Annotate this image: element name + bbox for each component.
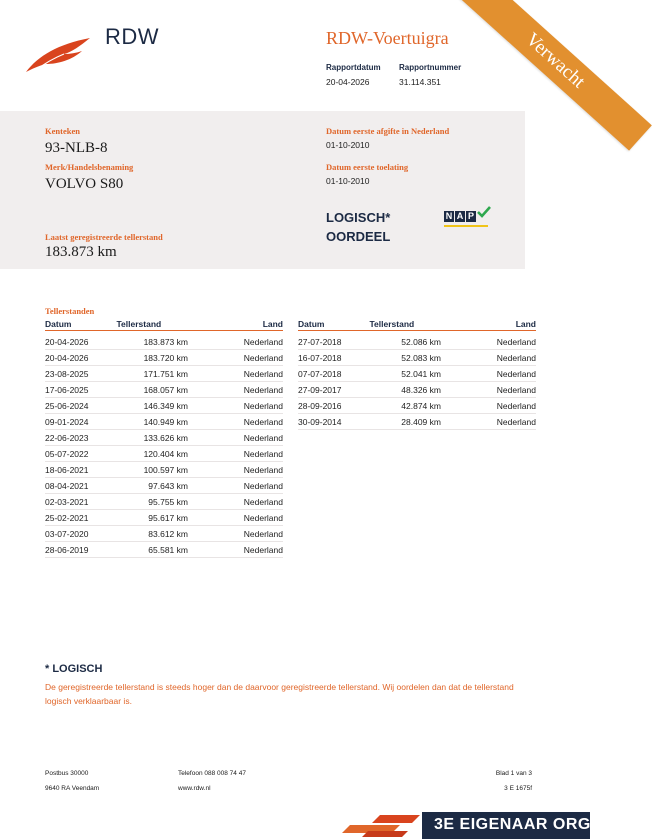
cell-country: Nederland: [188, 430, 283, 446]
footer-code: 3 E 1675f: [504, 785, 532, 792]
check-icon: [477, 206, 491, 218]
cell-country: Nederland: [188, 382, 283, 398]
table-row: [45, 478, 283, 494]
cell-km: 168.057 km: [116, 382, 188, 398]
nap-letter: P: [467, 211, 474, 221]
plate-value: 93-NLB-8: [45, 140, 108, 156]
report-number-label: Rapportnummer: [399, 63, 462, 72]
cell-date: 25-06-2024: [45, 398, 116, 414]
nap-underline: [444, 225, 488, 227]
cell-km: 120.404 km: [116, 446, 188, 462]
cell-date: 28-06-2019: [45, 542, 116, 558]
table-row: [45, 446, 283, 462]
report-date-label: Rapportdatum: [326, 63, 381, 72]
footer-address-2: 9640 RA Veendam: [45, 785, 100, 792]
watermark-banner: [422, 812, 624, 839]
verdict-line-1: LOGISCH*: [326, 210, 391, 225]
mileage-label: Laatst geregistreerde tellerstand: [45, 232, 163, 242]
footer-web: www.rdw.nl: [178, 785, 211, 792]
cell-country: Nederland: [188, 446, 283, 462]
nap-logo: [444, 206, 496, 224]
col-header-km: Tellerstand: [116, 318, 188, 331]
table-row: [45, 510, 283, 526]
first-issue-nl-value: 01-10-2010: [326, 140, 370, 150]
cell-km: 183.873 km: [116, 331, 188, 350]
cell-km: 65.581 km: [116, 542, 188, 558]
cell-country: Nederland: [188, 542, 283, 558]
cell-country: Nederland: [188, 398, 283, 414]
cell-date: 02-03-2021: [45, 494, 116, 510]
cell-km: 97.643 km: [116, 478, 188, 494]
col-header-country: Land: [188, 318, 283, 331]
cell-country: Nederland: [188, 478, 283, 494]
watermark-text: 3E EIGENAAR ORG. NL: [434, 816, 624, 833]
table-row: [45, 494, 283, 510]
cell-country: Nederland: [441, 331, 536, 350]
cell-km: 183.720 km: [116, 350, 188, 366]
cell-date: 25-02-2021: [45, 510, 116, 526]
cell-km: 133.626 km: [116, 430, 188, 446]
cell-km: 52.041 km: [369, 366, 441, 382]
status-ribbon-label: Verwacht: [458, 0, 652, 151]
cell-date: 20-04-2026: [45, 350, 116, 366]
cell-km: 83.612 km: [116, 526, 188, 542]
table-row: [298, 366, 536, 382]
cell-date: 27-07-2018: [298, 331, 369, 350]
cell-date: 27-09-2017: [298, 382, 369, 398]
report-number: 31.114.351: [399, 77, 441, 87]
cell-country: Nederland: [441, 414, 536, 430]
footer-address-1: Postbus 30000: [45, 770, 89, 777]
table-row: [45, 331, 283, 350]
cell-km: 171.751 km: [116, 366, 188, 382]
cell-km: 100.597 km: [116, 462, 188, 478]
cell-country: Nederland: [441, 398, 536, 414]
cell-date: 03-07-2020: [45, 526, 116, 542]
cell-country: Nederland: [188, 510, 283, 526]
col-header-country: Land: [441, 318, 536, 331]
table-row: [298, 331, 536, 350]
table-row: [45, 382, 283, 398]
cell-date: 28-09-2016: [298, 398, 369, 414]
table-row: [45, 398, 283, 414]
cell-country: Nederland: [188, 350, 283, 366]
cell-km: 52.086 km: [369, 331, 441, 350]
table-row: [45, 430, 283, 446]
table-row: [45, 542, 283, 558]
brand-name: RDW: [105, 24, 160, 49]
cell-date: 16-07-2018: [298, 350, 369, 366]
col-header-date: Datum: [45, 318, 116, 331]
table-row: [298, 398, 536, 414]
cell-date: 18-06-2021: [45, 462, 116, 478]
nap-letter: N: [445, 211, 453, 221]
cell-km: 42.874 km: [369, 398, 441, 414]
table-row: [45, 366, 283, 382]
cell-km: 28.409 km: [369, 414, 441, 430]
table-row: [298, 350, 536, 366]
cell-country: Nederland: [441, 350, 536, 366]
make-label: Merk/Handelsbenaming: [45, 162, 134, 172]
document-title: RDW-Voertuigra: [326, 28, 449, 48]
cell-date: 17-06-2025: [45, 382, 116, 398]
watermark-logo-icon: [342, 813, 422, 837]
footer-phone: Telefoon 088 008 74 47: [178, 770, 246, 777]
rdw-logo-icon: [24, 34, 94, 74]
col-header-km: Tellerstand: [369, 318, 441, 331]
table-row: [298, 382, 536, 398]
cell-km: 146.349 km: [116, 398, 188, 414]
odometer-table-right: [298, 318, 536, 430]
cell-country: Nederland: [188, 366, 283, 382]
cell-date: 08-04-2021: [45, 478, 116, 494]
odometer-table-left: [45, 318, 283, 558]
cell-date: 22-06-2023: [45, 430, 116, 446]
cell-date: 05-07-2022: [45, 446, 116, 462]
first-issue-nl-label: Datum eerste afgifte in Nederland: [326, 126, 450, 136]
table-row: [298, 414, 536, 430]
cell-date: 07-07-2018: [298, 366, 369, 382]
table-row: [45, 462, 283, 478]
note-text: De geregistreerde tellerstand is steeds hoger dan de daarvoor geregistreerde tellerstand. Wij oordelen dan dat de tellerstand logisch verklaarbaar is.: [45, 682, 514, 706]
nap-letter: A: [456, 211, 464, 221]
table-row: [45, 414, 283, 430]
cell-km: 95.755 km: [116, 494, 188, 510]
report-date: 20-04-2026: [326, 77, 370, 87]
make-value: VOLVO S80: [45, 176, 124, 192]
cell-km: 52.083 km: [369, 350, 441, 366]
cell-date: 23-08-2025: [45, 366, 116, 382]
verdict-line-2: OORDEEL: [326, 229, 391, 244]
verdict: [326, 208, 390, 246]
cell-km: 140.949 km: [116, 414, 188, 430]
plate-label: Kenteken: [45, 126, 80, 136]
cell-country: Nederland: [188, 331, 283, 350]
odometer-section-title: Tellerstanden: [45, 306, 95, 316]
col-header-date: Datum: [298, 318, 369, 331]
table-row: [45, 526, 283, 542]
cell-km: 95.617 km: [116, 510, 188, 526]
cell-country: Nederland: [188, 462, 283, 478]
cell-country: Nederland: [441, 366, 536, 382]
note-title: * LOGISCH: [45, 663, 103, 675]
cell-country: Nederland: [188, 414, 283, 430]
mileage-value: 183.873 km: [45, 244, 117, 260]
cell-country: Nederland: [188, 494, 283, 510]
cell-date: 09-01-2024: [45, 414, 116, 430]
cell-country: Nederland: [188, 526, 283, 542]
first-admission-label: Datum eerste toelating: [326, 162, 409, 172]
table-row: [45, 350, 283, 366]
first-admission-value: 01-10-2010: [326, 176, 370, 186]
cell-country: Nederland: [441, 382, 536, 398]
cell-km: 48.326 km: [369, 382, 441, 398]
cell-date: 20-04-2026: [45, 331, 116, 350]
footer-page: Blad 1 van 3: [495, 770, 532, 777]
cell-date: 30-09-2014: [298, 414, 369, 430]
